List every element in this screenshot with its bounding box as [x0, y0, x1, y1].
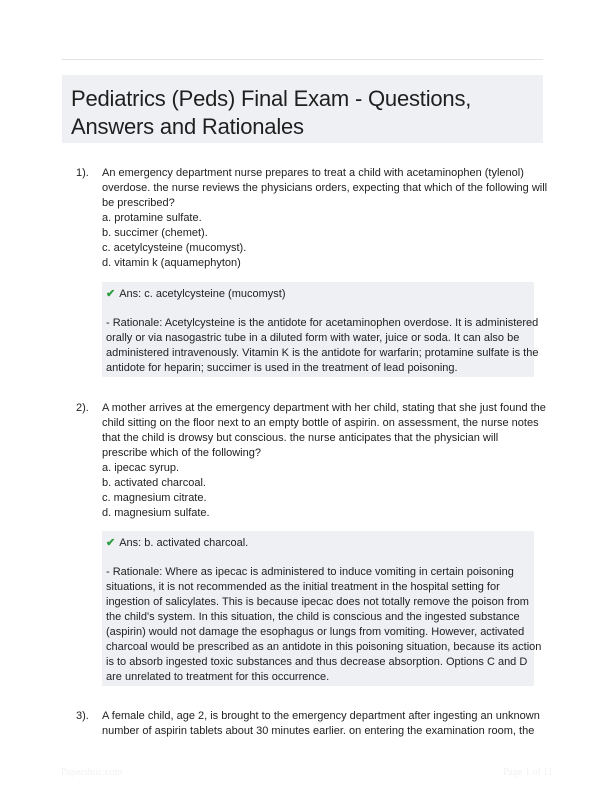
question-number: 3). [76, 710, 89, 722]
check-icon: ✔ [106, 537, 116, 549]
page-title-line-2: Answers and Rationales [71, 114, 304, 139]
rationale-line: the child's system. In this situation, the child is conscious and the ingested substance [106, 611, 520, 623]
rationale-line: is to absorb ingested toxic substances and thus decrease absorption. Options C and D [106, 656, 528, 668]
question-text-line: An emergency department nurse prepares to treat a child with acetaminophen (tylenol) [102, 167, 524, 179]
answer-box [102, 282, 539, 377]
rationale-line: are unrelated to treatment for this occurrence. [106, 671, 330, 683]
question-text-line: A mother arrives at the emergency department with her child, stating that she just found the [102, 402, 546, 414]
answer-text: Ans: b. activated charcoal. [119, 537, 249, 549]
page-title-line-1: Pediatrics (Peds) Final Exam - Questions, [71, 86, 472, 111]
rationale-line: - Rationale: Where as ipecac is administered to induce vomiting in certain poisoning [106, 566, 514, 578]
question-text-line: be prescribed? [102, 197, 175, 209]
option-c: c. magnesium citrate. [102, 492, 207, 504]
question-text-line: child sitting on the floor next to an empty bottle of aspirin. on assessment, the nurse notes [102, 417, 539, 429]
question-text-line: A female child, age 2, is brought to the emergency department after ingesting an unknown [102, 710, 540, 722]
answer-box [102, 531, 542, 686]
rationale-line: ingestion of salicylates. This is because ipecac does not totally remove the poison from [106, 596, 529, 608]
page-number: Page 1 of 11 [503, 767, 553, 778]
question-text-line: overdose. the nurse reviews the physicians orders, expecting that which of the following will [102, 182, 548, 194]
question-number: 2). [76, 402, 89, 414]
option-a: a. ipecac syrup. [102, 462, 180, 474]
option-d: d. magnesium sulfate. [102, 507, 210, 519]
footer-watermark: Papershtic.com [61, 767, 123, 778]
answer-text: Ans: c. acetylcysteine (mucomyst) [119, 288, 286, 300]
option-d: d. vitamin k (aquamephyton) [102, 257, 241, 269]
top-divider [62, 59, 543, 60]
rationale-line: - Rationale: Acetylcysteine is the antidote for acetaminophen overdose. It is administered [106, 317, 539, 329]
rationale-line: orally or via nasogastric tube in a diluted form with water, juice or soda. It can also be [106, 332, 520, 344]
question-text-line: that the child is drowsy but conscious. the nurse anticipates that the physician will [102, 432, 499, 444]
title-banner [62, 75, 543, 143]
option-b: b. activated charcoal. [102, 477, 206, 489]
option-a: a. protamine sulfate. [102, 212, 202, 224]
rationale-line: charcoal would be prescribed as an antidote in this poisoning situation, because its action [106, 641, 542, 653]
option-b: b. succimer (chemet). [102, 227, 208, 239]
check-icon: ✔ [106, 288, 116, 300]
answer-line [106, 287, 286, 302]
option-c: c. acetylcysteine (mucomyst). [102, 242, 247, 254]
question-number: 1). [76, 167, 89, 179]
rationale-line: antidote for heparin; succimer is used in the treatment of lead poisoning. [106, 362, 458, 374]
rationale-line: situations, it is not recommended as the initial treatment in the hospital setting for [106, 581, 500, 593]
rationale-line: (aspirin) would not damage the esophagus or lungs from vomiting. However, activated [106, 626, 525, 638]
answer-line [106, 536, 248, 551]
question-text-line: prescribe which of the following? [102, 447, 261, 459]
question-text-line: number of aspirin tablets about 30 minutes earlier. on entering the examination room, the [102, 725, 535, 737]
rationale-line: administered intravenously. Vitamin K is the antidote for warfarin; protamine sulfate is the [106, 347, 539, 359]
